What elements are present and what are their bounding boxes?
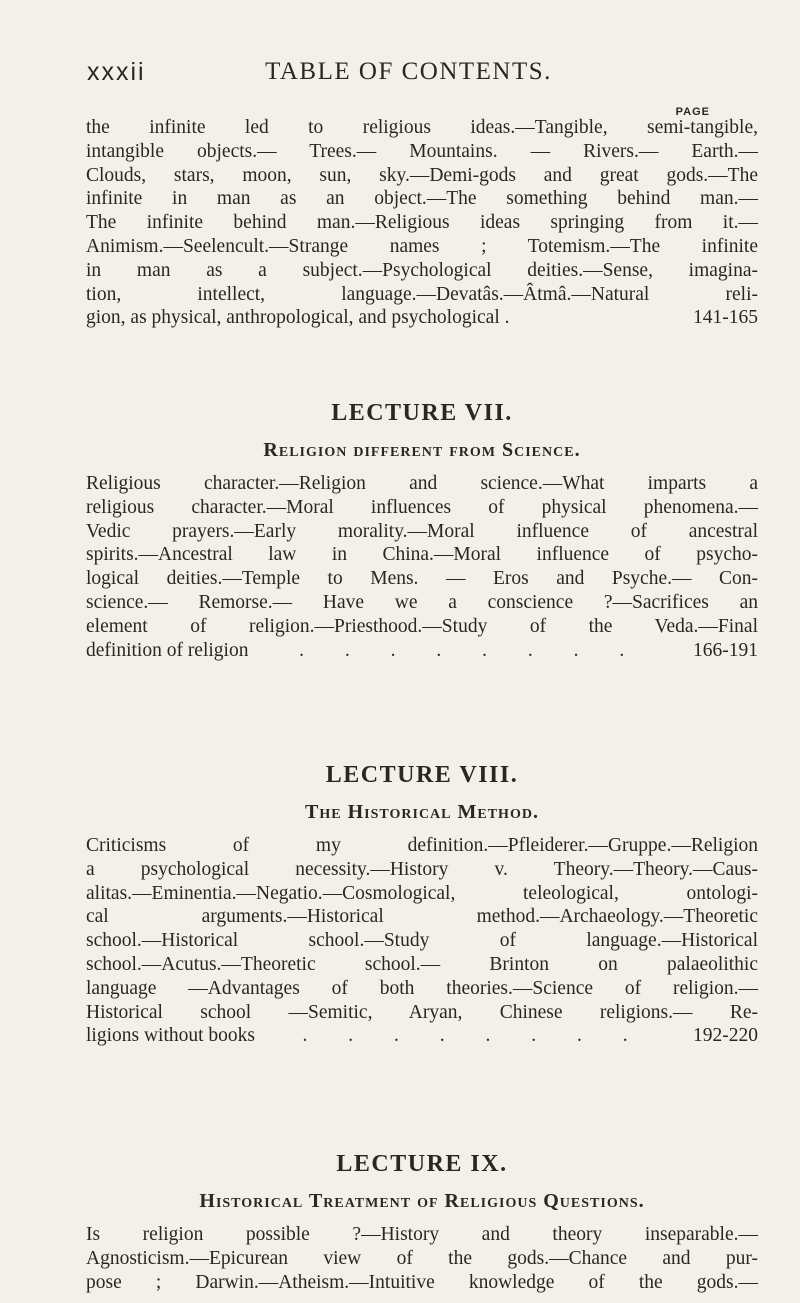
summary-line: a psychological necessity.—History v. Theory.—Theory.—Caus- [86, 858, 758, 880]
lecture-title: Religion different from Science. [263, 439, 581, 461]
lecture-summary [86, 834, 758, 1048]
summary-line: language —Advantages of both theories.—Science of religion.— [86, 977, 758, 999]
entry-line: intangible objects.— Trees.— Mountains. — Rivers.— Earth.— [86, 140, 758, 162]
lecture-viii [86, 762, 758, 1048]
lecture-title: Historical Treatment of Religious Questions. [199, 1190, 645, 1212]
summary-line: spirits.—Ancestral law in China.—Moral influence of psycho- [86, 544, 758, 566]
entry-line: infinite in man as an object.—The something behind man.— [86, 188, 758, 210]
lecture-title: The Historical Method. [305, 801, 539, 823]
summary-line: Agnosticism.—Epicurean view of the gods.—Chance and pur- [86, 1247, 758, 1269]
summary-final-text: definition of religion [86, 639, 249, 661]
continued-entry [86, 116, 758, 330]
summary-line: Vedic prayers.—Early morality.—Moral influence of ancestral [86, 520, 758, 542]
summary-line: element of religion.—Priesthood.—Study of the Veda.—Final [86, 615, 758, 637]
lecture-number: LECTURE VII. [331, 400, 513, 426]
summary-line: Historical school —Semitic, Aryan, Chinese religions.— Re- [86, 1001, 758, 1023]
lecture-vii [86, 400, 758, 662]
page-range: 192-220 [693, 1025, 758, 1047]
summary-line: cal arguments.—Historical method.—Archaeology.—Theoretic [86, 906, 758, 928]
leader-dots: . . . . . . . . [299, 639, 643, 661]
summary-line: logical deities.—Temple to Mens. — Eros and Psyche.— Con- [86, 568, 758, 590]
lecture-number: LECTURE IX. [336, 1151, 508, 1177]
lecture-number: LECTURE VIII. [325, 762, 519, 788]
summary-line: pose ; Darwin.—Atheism.—Intuitive knowledge of the gods.— [86, 1271, 758, 1293]
entry-line: the infinite led to religious ideas.—Tangible, semi-tangible, [86, 117, 758, 138]
entry-line: Animism.—Seelencult.—Strange names ; Totemism.—The infinite [86, 235, 758, 257]
summary-line: Religious character.—Religion and science.—What imparts a [86, 473, 758, 494]
page-number: xxxii [87, 58, 146, 86]
page-column-label: PAGE [675, 106, 710, 118]
lecture-ix [86, 1151, 758, 1294]
entry-line: The infinite behind man.—Religious ideas springing from it.— [86, 212, 758, 234]
summary-line: science.— Remorse.— Have we a conscience ?—Sacrifices an [86, 591, 758, 613]
summary-line: alitas.—Eminentia.—Negatio.—Cosmological, teleological, ontologi- [86, 882, 758, 904]
entry-line: Clouds, stars, moon, sun, sky.—Demi-gods and great gods.—The [86, 164, 758, 186]
running-title: TABLE OF CONTENTS. [265, 58, 552, 85]
entry-summary [86, 116, 758, 330]
entry-final-text: gion, as physical, anthropological, and psychological . [86, 307, 510, 329]
running-head [87, 58, 710, 118]
lecture-summary [86, 1223, 758, 1294]
entry-line: in man as a subject.—Psychological deities.—Sense, imagina- [86, 259, 758, 281]
entry-final-line [86, 306, 758, 330]
summary-final-line [86, 1024, 758, 1048]
summary-final-line [86, 639, 758, 663]
page-range: 141-165 [693, 307, 758, 329]
leader-dots: . . . . . . . . [302, 1025, 646, 1047]
summary-line: religious character.—Moral influences of physical phenomena.— [86, 496, 758, 518]
entry-line: tion, intellect, language.—Devatâs.—Âtmâ.—Natural reli- [86, 283, 758, 305]
page-range: 166-191 [693, 639, 758, 661]
summary-line: school.—Acutus.—Theoretic school.— Brinton on palaeolithic [86, 953, 758, 975]
summary-line: Is religion possible ?—History and theory inseparable.— [86, 1224, 758, 1245]
summary-final-text: ligions without books [86, 1025, 256, 1047]
lecture-summary [86, 472, 758, 662]
summary-line: school.—Historical school.—Study of language.—Historical [86, 930, 758, 952]
summary-line: Criticisms of my definition.—Pfleiderer.—Gruppe.—Religion [86, 835, 758, 856]
